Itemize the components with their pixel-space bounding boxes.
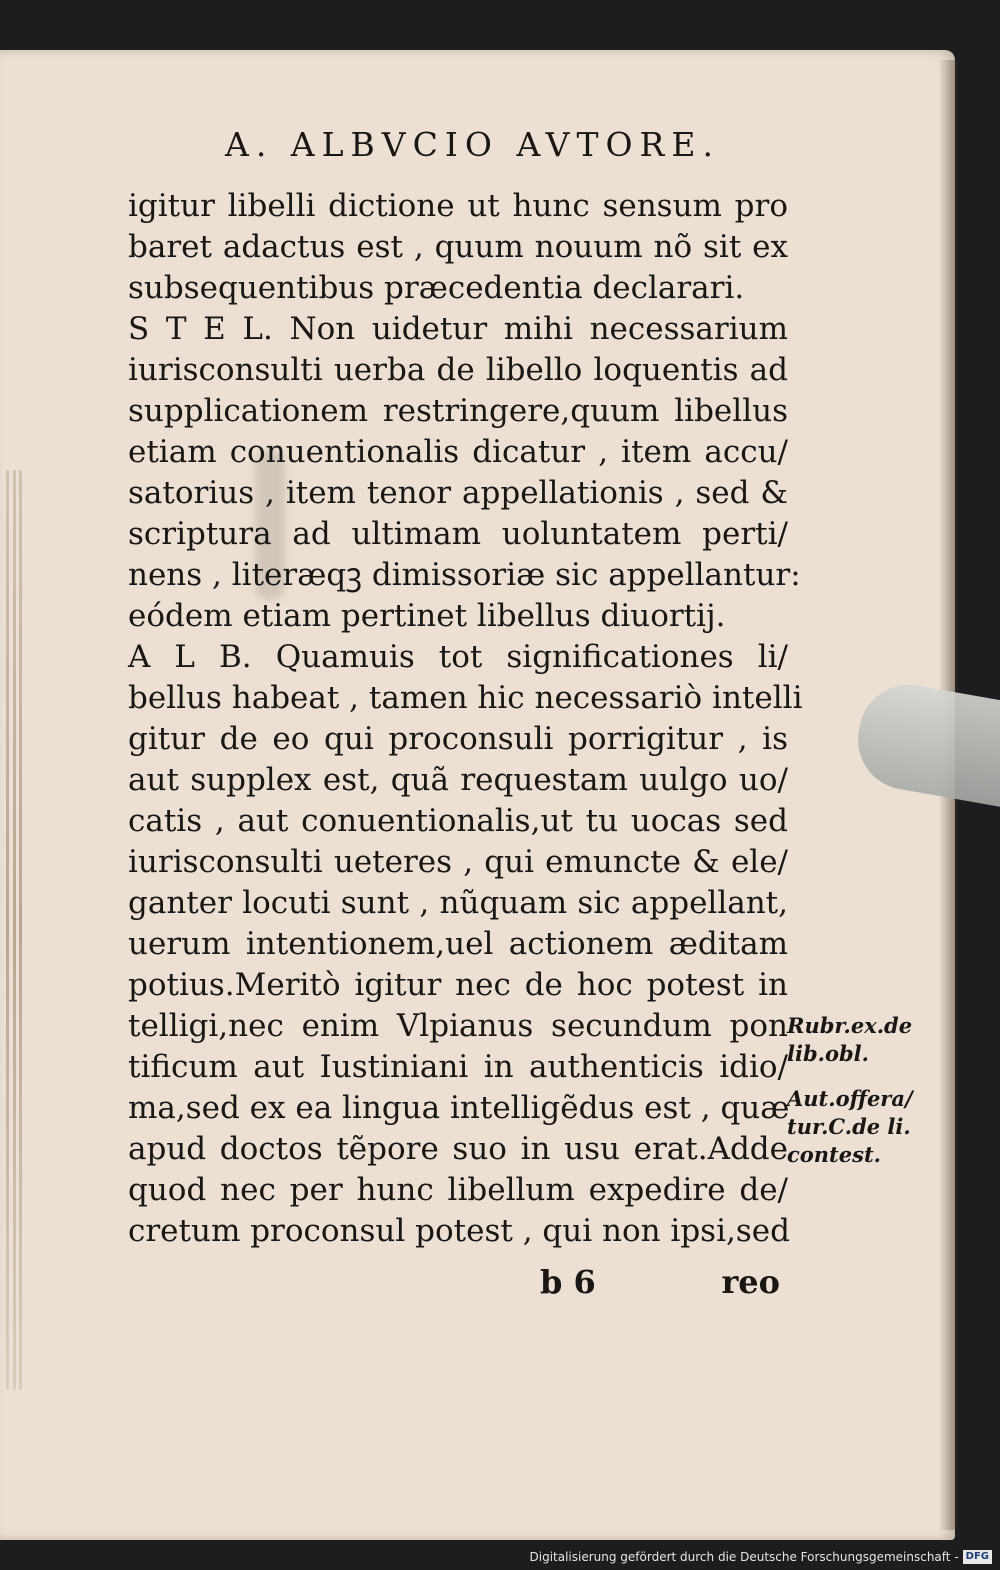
text-line: apud doctos tẽpore suo in usu erat.Adde	[128, 1131, 788, 1167]
marginal-note-line: tur.C.de li.	[787, 1114, 911, 1139]
text-line: iurisconsulti uerba de libello loquentis ad	[128, 352, 788, 388]
text-line: telligi,nec enim Vlpianus secundum pon	[128, 1008, 788, 1044]
text-line: nens , literæqꝫ dimissoriæ sic appellantur:	[128, 557, 801, 593]
text-line: cretum proconsul potest , qui non ipsi,sed	[128, 1213, 790, 1249]
binding-threads	[0, 470, 30, 1390]
page-footer-line	[540, 1263, 780, 1301]
text-line: baret adactus est , quum nouum nõ sit ex	[128, 229, 788, 265]
text-line: catis , aut conuentionalis,ut tu uocas sed	[128, 803, 788, 839]
dfg-logo: DFG	[963, 1550, 992, 1564]
text-line: igitur libelli dictione ut hunc sensum pro	[128, 188, 788, 224]
text-line: ma,sed ex ea lingua intelligẽdus est , quæ	[128, 1090, 790, 1126]
text-line: eódem etiam pertinet libellus diuortij.	[128, 598, 726, 634]
text-line: etiam conuentionalis dicatur , item accu/	[128, 434, 788, 470]
text-line: potius.Meritò igitur nec de hoc potest in	[128, 967, 788, 1003]
running-header: A. ALBVCIO AVTORE.	[225, 125, 720, 164]
marginal-note-line: lib.obl.	[787, 1041, 869, 1066]
text-line: tificum aut Iustiniani in authenticis idio/	[128, 1049, 788, 1085]
text-line: aut supplex est, quã requestam uulgo uo/	[128, 762, 788, 798]
text-line: iurisconsulti ueteres , qui emuncte & ele/	[128, 844, 788, 880]
text-line: satorius , item tenor appellationis , sed &	[128, 475, 788, 511]
text-line: bellus habeat , tamen hic necessariò intelli	[128, 680, 803, 716]
text-line: gitur de eo qui proconsuli porrigitur , is	[128, 721, 788, 757]
text-line: quod nec per hunc libellum expedire de/	[128, 1172, 788, 1208]
catchword: reo	[721, 1263, 780, 1301]
text-line: supplicationem restringere,quum libellus	[128, 393, 788, 429]
main-text-block	[128, 186, 803, 1252]
marginal-note-line: Aut.offera/	[787, 1086, 913, 1111]
signature-mark: b 6	[540, 1263, 596, 1301]
marginal-notes	[787, 1012, 947, 1169]
text-line: subsequentibus præcedentia declarari.	[128, 270, 745, 306]
marginal-note-line: Rubr.ex.de	[787, 1013, 913, 1038]
text-line: A L B. Quamuis tot significationes li/	[128, 639, 788, 675]
binding-thread	[6, 470, 9, 1390]
funding-credit	[530, 1546, 993, 1568]
binding-thread	[13, 470, 16, 1390]
binding-thread	[19, 470, 22, 1390]
text-line: ganter locuti sunt , nũquam sic appellant,	[128, 885, 788, 921]
text-line: uerum intentionem,uel actionem æditam	[128, 926, 788, 962]
text-line: scriptura ad ultimam uoluntatem perti/	[128, 516, 788, 552]
funding-credit-text: Digitalisierung gefördert durch die Deutsche Forschungsgemeinschaft -	[529, 1550, 959, 1564]
marginal-note-line: contest.	[787, 1142, 881, 1167]
text-line: S T E L. Non uidetur mihi necessarium	[128, 311, 788, 347]
